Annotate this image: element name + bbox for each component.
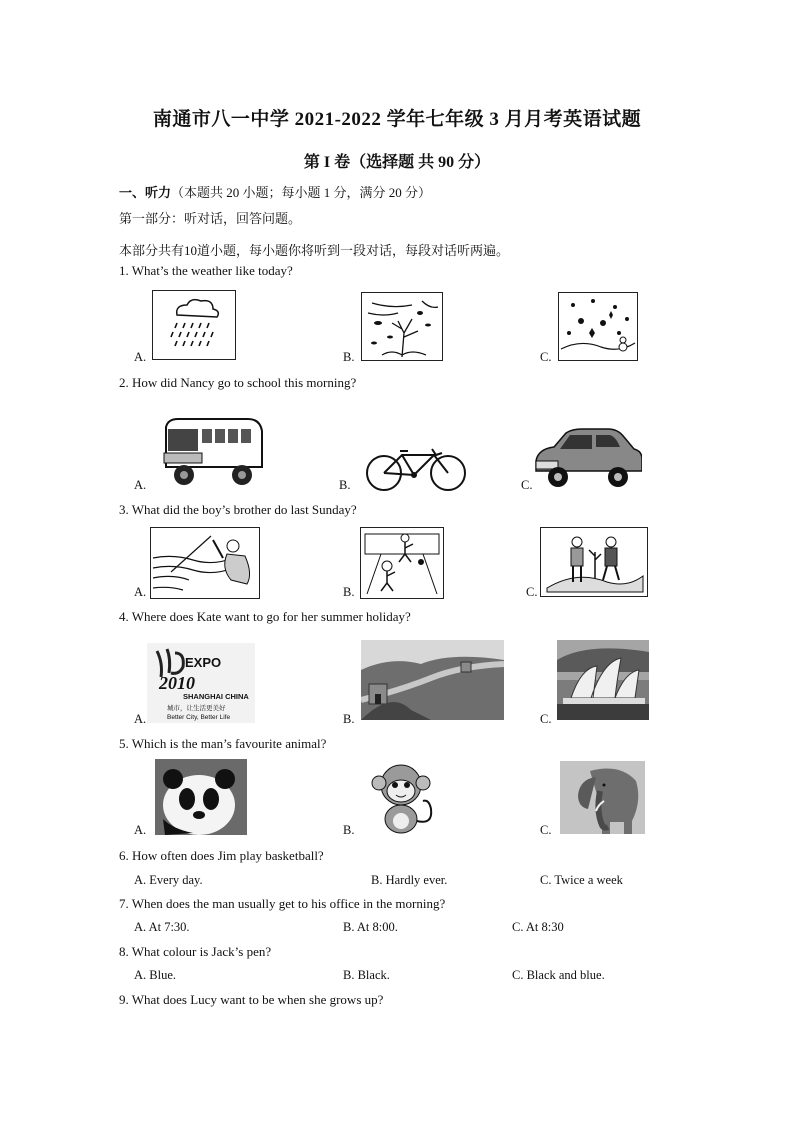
q8-option-b[interactable]: B. Black. [343,968,390,982]
q7-option-c[interactable]: C. At 8:30 [512,920,564,934]
expo-slogan-cn: 城市，让生活更美好 [167,704,226,712]
car-image [532,425,642,491]
q7-option-a[interactable]: A. At 7:30. [134,920,190,934]
question-7: 7. When does the man usually get to his office in the morning? [119,896,446,911]
playing-image [360,527,444,599]
question-1: 1. What’s the weather like today? [119,263,293,278]
listening-heading [119,182,431,201]
listening-heading-bold: 一、听力 [119,185,172,200]
planting-trees-image [540,527,648,597]
fishing-image [150,527,260,599]
windy-image [361,292,443,361]
expo-logo-image [147,643,255,723]
q5-option-a[interactable]: A. [134,823,147,837]
sydney-opera-house-image [557,640,649,720]
question-4: 4. Where does Kate want to go for her summer holiday? [119,609,411,624]
section-title: 第 I 卷（选择题 共 90 分） [303,154,491,171]
q5-option-c[interactable]: C. [540,823,552,837]
question-9: 9. What does Lucy want to be when she grows up? [119,992,384,1007]
q2-option-b[interactable]: B. [339,478,351,492]
question-6: 6. How often does Jim play basketball? [119,848,324,863]
bicycle-image [362,443,470,493]
snow-image [558,292,638,361]
part1-label: 第一部分：听对话，回答问题。 [119,211,302,226]
q1-option-b[interactable]: B. [343,350,355,364]
q6-option-a[interactable]: A. Every day. [134,873,203,887]
panda-image [155,759,247,835]
page-title: 南通市八一中学 2021-2022 学年七年级 3 月月考英语试题 [152,109,642,130]
q3-option-b[interactable]: B. [343,585,355,599]
expo-year: 2010 [159,673,195,693]
question-5: 5. Which is the man’s favourite animal? [119,736,327,751]
q2-option-a[interactable]: A. [134,478,147,492]
q3-option-a[interactable]: A. [134,585,147,599]
q1-option-a[interactable]: A. [134,350,147,364]
instructions: 本部分共有10道小题，每小题你将听到一段对话，每段对话听两遍。 [119,243,510,258]
q7-option-b[interactable]: B. At 8:00. [343,920,398,934]
q6-option-c[interactable]: C. Twice a week [540,873,623,887]
q8-option-c[interactable]: C. Black and blue. [512,968,605,982]
q3-option-c[interactable]: C. [526,585,538,599]
expo-slogan-en: Better City, Better Life [167,714,231,721]
q5-option-b[interactable]: B. [343,823,355,837]
q8-option-a[interactable]: A. Blue. [134,968,177,982]
q6-option-b[interactable]: B. Hardly ever. [371,873,448,887]
q4-option-b[interactable]: B. [343,712,355,726]
q4-option-a[interactable]: A. [134,712,147,726]
great-wall-image [361,640,504,720]
q1-option-c[interactable]: C. [540,350,552,364]
q2-option-c[interactable]: C. [521,478,533,492]
question-8: 8. What colour is Jack’s pen? [119,944,272,959]
q4-option-c[interactable]: C. [540,712,552,726]
bus-image [158,413,266,488]
elephant-image [560,761,645,834]
listening-heading-note: （本题共 20 小题；每小题 1 分，满分 20 分） [171,185,432,200]
rain-image [152,290,236,360]
expo-place: SHANGHAI CHINA [183,692,249,701]
question-3: 3. What did the boy’s brother do last Sunday? [119,502,357,517]
monkey-image [361,761,443,835]
question-2: 2. How did Nancy go to school this morning? [119,375,357,390]
expo-brand: EXPO [185,655,222,670]
